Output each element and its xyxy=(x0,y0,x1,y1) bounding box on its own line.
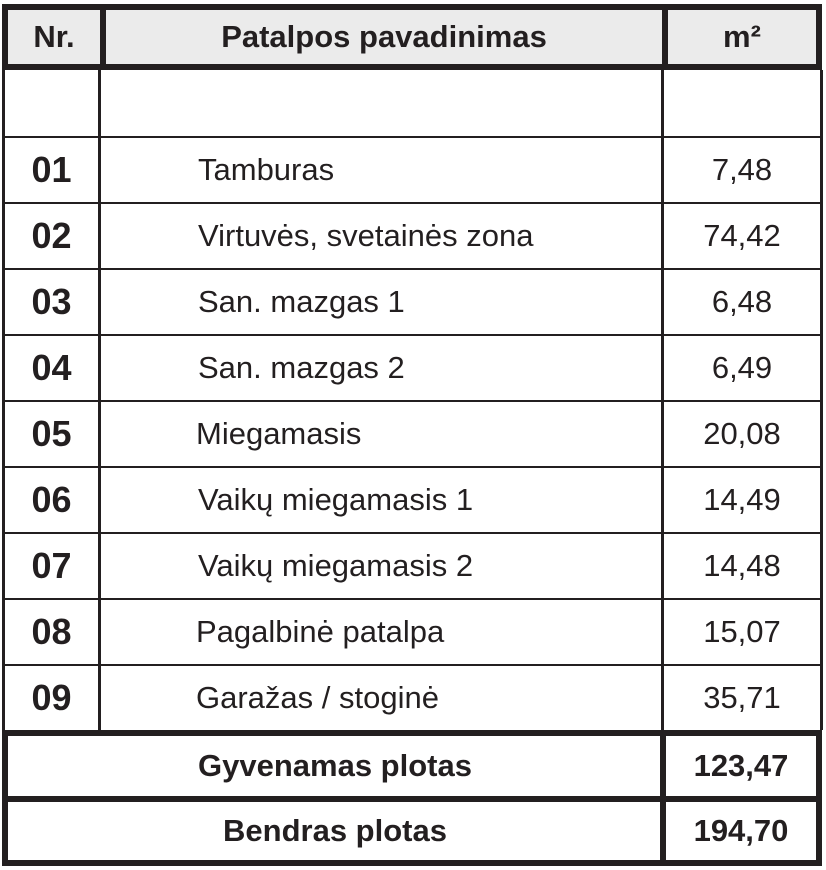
row-nr: 04 xyxy=(31,347,72,388)
row-area: 6,49 xyxy=(711,350,773,385)
row-area: 14,49 xyxy=(703,482,781,517)
row-area: 74,42 xyxy=(703,218,781,253)
table-header xyxy=(2,4,822,70)
row-nr: 06 xyxy=(31,479,72,520)
row-name: San. mazgas 2 xyxy=(198,350,405,385)
total-area-label: Bendras plotas xyxy=(223,813,447,848)
row-name: Tamburas xyxy=(198,152,335,187)
row-nr: 07 xyxy=(31,545,72,586)
row-nr: 03 xyxy=(31,281,72,322)
row-name: Vaikų miegamasis 2 xyxy=(198,548,474,583)
row-name: Virtuvės, svetainės zona xyxy=(198,218,534,253)
row-area: 7,48 xyxy=(711,152,773,187)
row-name: Garažas / stoginė xyxy=(196,680,439,715)
row-area: 6,48 xyxy=(711,284,773,319)
row-nr: 08 xyxy=(31,611,72,652)
header-name: Patalpos pavadinimas xyxy=(221,19,547,54)
row-nr: 02 xyxy=(31,215,72,256)
row-name: Pagalbinė patalpa xyxy=(196,614,445,649)
header-divider xyxy=(100,10,106,64)
row-name: San. mazgas 1 xyxy=(198,284,405,319)
living-area-value: 123,47 xyxy=(693,748,789,783)
row-nr: 09 xyxy=(31,677,72,718)
header-area: m² xyxy=(723,19,761,54)
row-area: 14,48 xyxy=(703,548,781,583)
row-area: 15,07 xyxy=(703,614,781,649)
row-nr: 05 xyxy=(31,413,72,454)
living-area-label: Gyvenamas plotas xyxy=(198,748,472,783)
total-area-row xyxy=(2,796,822,866)
row-area: 35,71 xyxy=(703,680,781,715)
row-nr: 01 xyxy=(31,149,72,190)
header-divider xyxy=(662,10,668,64)
row-name: Vaikų miegamasis 1 xyxy=(198,482,474,517)
living-area-row xyxy=(2,730,822,802)
total-area-value: 194,70 xyxy=(693,813,789,848)
row-name: Miegamasis xyxy=(196,416,362,451)
row-area: 20,08 xyxy=(703,416,781,451)
header-nr: Nr. xyxy=(33,19,75,54)
